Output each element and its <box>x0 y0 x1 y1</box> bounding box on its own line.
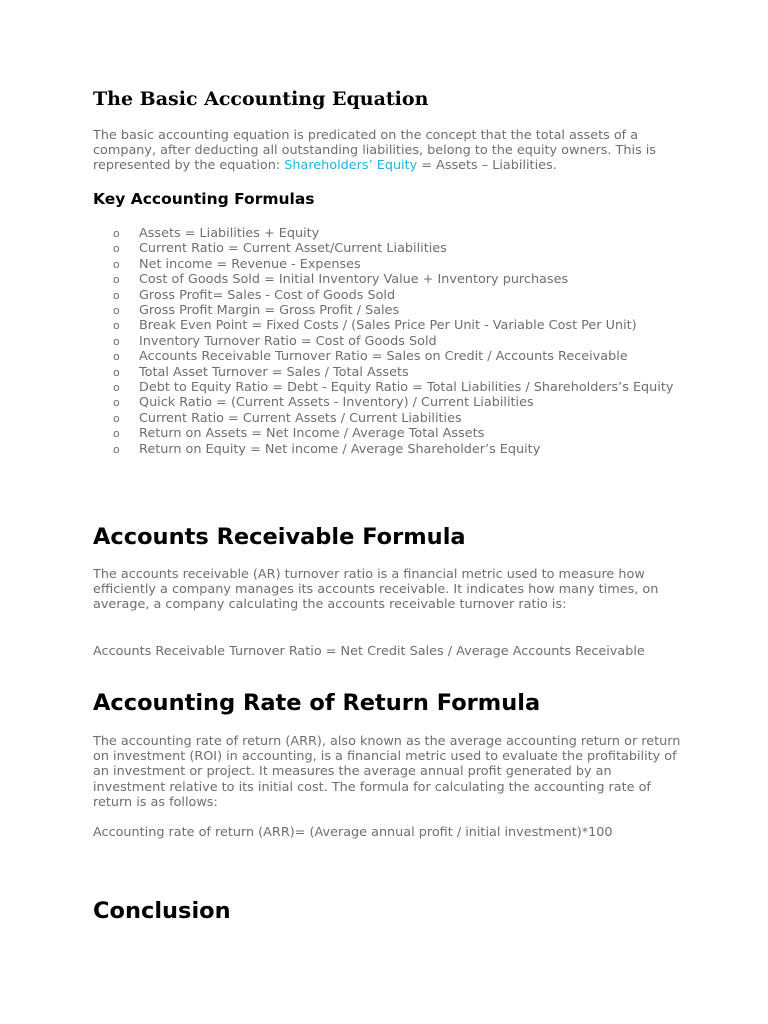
formula-list-item <box>113 365 683 380</box>
intro-text: The basic accounting equation is predicated on the concept that the total assets of a company, after deducting all outstanding liabilities, belong to the equity owners. This is represented by the equation: <box>93 128 656 174</box>
formula-text: Assets = Liabilities + Equity <box>139 226 320 241</box>
bullet-marker: o <box>113 411 120 425</box>
intro-tail: = Assets – Liabilities. <box>417 158 557 174</box>
formula-list-item <box>113 272 683 287</box>
conclusion-heading: Conclusion <box>93 898 231 924</box>
formula-text: Gross Profit Margin = Gross Profit / Sales <box>139 303 400 319</box>
formula-text: Break Even Point = Fixed Costs / (Sales Price Per Unit - Variable Cost Per Unit) <box>139 318 637 334</box>
formula-text: Cost of Goods Sold = Initial Inventory Value + Inventory purchases <box>139 272 569 288</box>
bullet-marker: o <box>113 334 120 348</box>
formula-text: Net income = Revenue - Expenses <box>139 256 361 272</box>
formula-list-item <box>113 349 683 364</box>
formula-text: Return on Assets = Net Income / Average Total Assets <box>139 426 485 442</box>
bullet-marker: o <box>113 242 120 256</box>
bullet-marker: o <box>113 304 120 318</box>
formula-text: Current Ratio = Current Assets / Current Liabilities <box>139 410 462 426</box>
formula-text: Current Ratio = Current Asset/Current Liabilities <box>139 241 447 257</box>
key-formulas-heading: Key Accounting Formulas <box>93 190 315 208</box>
bullet-marker: o <box>113 288 120 302</box>
bullet-marker: o <box>113 257 120 271</box>
bullet-marker: o <box>113 350 120 364</box>
bullet-marker: o <box>113 381 120 395</box>
formula-list-item <box>113 442 683 457</box>
formula-list-item <box>113 380 683 395</box>
formula-list-item <box>113 288 683 303</box>
section-title-basic-equation: The Basic Accounting Equation <box>93 88 429 110</box>
formula-list-item <box>113 411 683 426</box>
arr-paragraph: The accounting rate of return (ARR), also known as the average accounting return or return on investment (ROI) in accounting, is a financial metric used to evaluate the profitability of an investment or project. It measures the average annual profit generated by an investment relative to its initial cost. The formula for calculating the accounting rate of return is as follows: <box>93 734 681 810</box>
formula-list-item <box>113 334 683 349</box>
ar-paragraph: The accounts receivable (AR) turnover ratio is a financial metric used to measure how efficiently a company manages its accounts receivable. It indicates how many times, on average, a company calculating the accounts receivable turnover ratio is: <box>93 567 659 613</box>
arr-formula: Accounting rate of return (ARR)= (Average annual profit / initial investment)*100 <box>93 825 613 840</box>
formula-list-item <box>113 241 683 256</box>
bullet-marker: o <box>113 442 120 456</box>
bullet-marker: o <box>113 365 120 379</box>
bullet-marker: o <box>113 427 120 441</box>
formula-list-item <box>113 257 683 272</box>
bullet-marker: o <box>113 227 120 240</box>
formula-text: Total Asset Turnover = Sales / Total Assets <box>139 364 409 380</box>
bullet-marker: o <box>113 319 120 333</box>
formula-list-item <box>113 318 683 333</box>
bullet-marker: o <box>113 396 120 410</box>
formula-text: Accounts Receivable Turnover Ratio = Sales on Credit / Accounts Receivable <box>139 349 628 365</box>
ar-heading: Accounts Receivable Formula <box>93 524 466 550</box>
arr-heading: Accounting Rate of Return Formula <box>93 690 541 716</box>
formula-list <box>113 226 683 457</box>
formula-list-item <box>113 426 683 441</box>
formula-list-item <box>113 303 683 318</box>
bullet-marker: o <box>113 273 120 287</box>
formula-text: Debt to Equity Ratio = Debt - Equity Ratio = Total Liabilities / Shareholders’s Equity <box>139 380 674 396</box>
formula-list-item <box>113 226 683 241</box>
formula-list-item <box>113 395 683 410</box>
formula-text: Gross Profit= Sales - Cost of Goods Sold <box>139 287 396 303</box>
formula-text: Return on Equity = Net income / Average Shareholder’s Equity <box>139 441 541 457</box>
ar-formula: Accounts Receivable Turnover Ratio = Net Credit Sales / Average Accounts Receivable <box>93 644 645 659</box>
formula-text: Quick Ratio = (Current Assets - Inventory) / Current Liabilities <box>139 395 534 411</box>
shareholders-equity-link[interactable]: Shareholders’ Equity <box>284 158 418 174</box>
intro-paragraph <box>93 128 681 174</box>
formula-text: Inventory Turnover Ratio = Cost of Goods Sold <box>139 333 437 349</box>
